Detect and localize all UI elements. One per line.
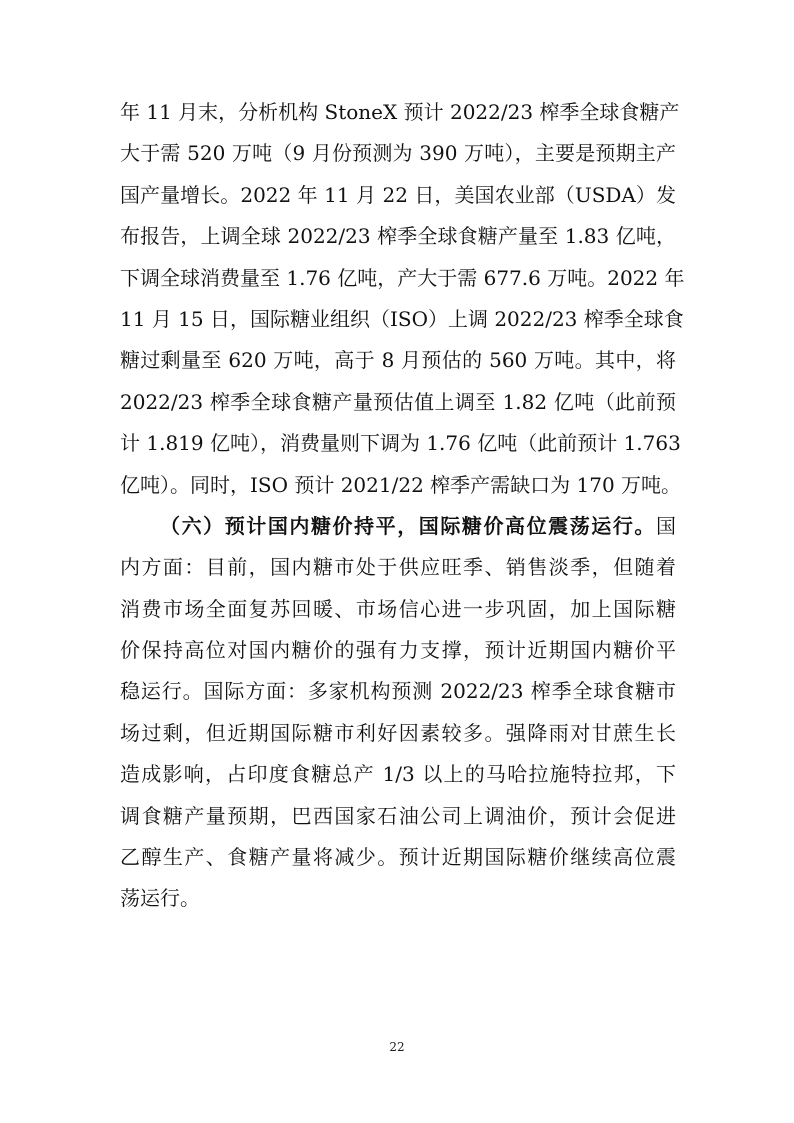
text-line: 亿吨）。同时，ISO 预计 2021/22 榨季产需缺口为 170 万吨。 xyxy=(120,472,682,497)
text-line: 价保持高位对国内糖价的强有力支撑，预计近期国内糖价平 xyxy=(120,638,676,663)
text-line: 乙醇生产、食糖产量将减少。预计近期国际糖价继续高位震 xyxy=(120,845,676,870)
page-number: 22 xyxy=(389,1040,405,1054)
text-line: 内方面：目前，国内糖市处于供应旺季、销售淡季，但随着 xyxy=(120,555,676,580)
body-text xyxy=(120,92,685,920)
text-line: 大于需 520 万吨（9 月份预测为 390 万吨），主要是预期主产 xyxy=(120,141,676,166)
text-line: 年 11 月末，分析机构 StoneX 预计 2022/23 榨季全球食糖产 xyxy=(120,100,680,124)
text-line: 国产量增长。2022 年 11 月 22 日，美国农业部（USDA）发 xyxy=(120,182,676,207)
text-line: 稳运行。国际方面：多家机构预测 2022/23 榨季全球食糖市 xyxy=(120,679,676,704)
text-line: 造成影响，占印度食糖总产 1/3 以上的马哈拉施特拉邦，下 xyxy=(120,762,676,787)
text-line: 11 月 15 日，国际糖业组织（ISO）上调 2022/23 榨季全球食 xyxy=(120,306,684,331)
section-heading: （六）预计国内糖价持平，国际糖价高位震荡运行。 xyxy=(160,513,656,538)
text-line: 计 1.819 亿吨），消费量则下调为 1.76 亿吨（此前预计 1.763 xyxy=(120,431,681,456)
text-line: 糖过剩量至 620 万吨，高于 8 月预估的 560 万吨。其中，将 xyxy=(120,348,676,373)
text-line: 布报告，上调全球 2022/23 榨季全球食糖产量至 1.83 亿吨， xyxy=(120,224,676,249)
text-line: 调食糖产量预期，巴西国家石油公司上调油价，预计会促进 xyxy=(120,803,676,828)
text-line: 荡运行。 xyxy=(120,886,200,911)
section-first-line xyxy=(120,506,676,547)
text-line: 消费市场全面复苏回暖、市场信心进一步巩固，加上国际糖 xyxy=(120,596,676,621)
text-line: 下调全球消费量至 1.76 亿吨，产大于需 677.6 万吨。2022 年 xyxy=(120,265,685,290)
text-line: 2022/23 榨季全球食糖产量预估值上调至 1.82 亿吨（此前预 xyxy=(120,389,676,414)
section-heading-continuation: 国 xyxy=(656,513,676,538)
text-line: 场过剩，但近期国际糖市利好因素较多。强降雨对甘蔗生长 xyxy=(120,720,676,745)
